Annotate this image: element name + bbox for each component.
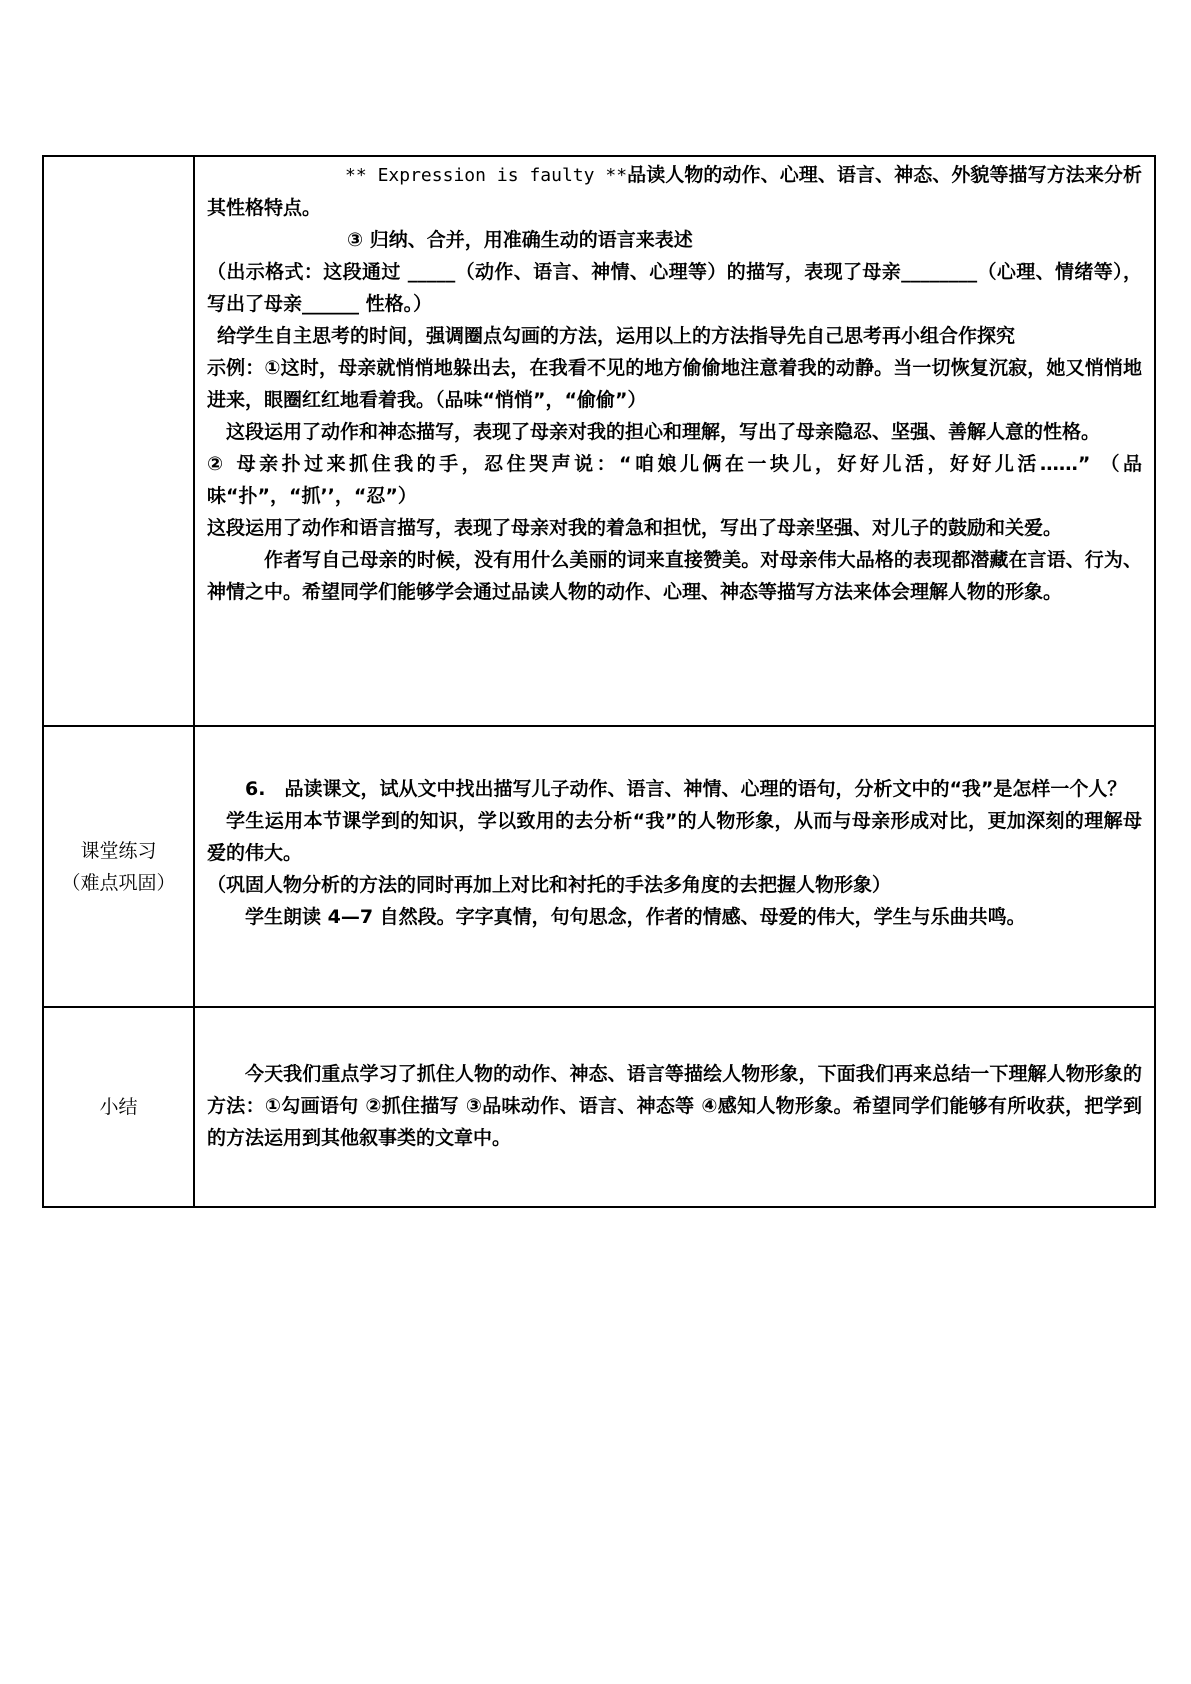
label-practice-title: 课堂练习 bbox=[80, 839, 157, 862]
paragraph-exercise: 6. 品读课文，试从文中找出描写儿子动作、语言、神情、心理的语句，分析文中的“我”是怎样一个人？ bbox=[245, 778, 1127, 800]
paragraph-format: （出示格式：这段通过 _____（动作、语言、神情、心理等）的描写，表现了母亲________（心理、情绪等），写出了母亲______ 性格。） bbox=[207, 261, 1142, 315]
paragraph-analysis-1: 这段运用了动作和神态描写，表现了母亲对我的担心和理解，写出了母亲隐忍、坚强、善解人意的性格。 bbox=[226, 421, 1101, 443]
table-row bbox=[43, 156, 1155, 726]
row-label-summary: 小结 bbox=[43, 1007, 194, 1207]
paragraph-conclusion: 今天我们重点学习了抓住人物的动作、神态、语言等描绘人物形象，下面我们再来总结一下理解人物形象的方法：①勾画语句 ②抓住描写 ③品味动作、语言、神态等 ④感知人物形象。希望同学们能够有所收获，把学到的方法运用到其他叙事类的文章中。 bbox=[207, 1063, 1142, 1149]
analysis-cell bbox=[194, 156, 1155, 726]
paragraph-student-analysis: 学生运用本节课学到的知识，学以致用的去分析“我”的人物形象，从而与母亲形成对比，更加深刻的理解母爱的伟大。 bbox=[207, 810, 1142, 864]
table-row bbox=[43, 726, 1155, 1007]
practice-cell bbox=[194, 726, 1155, 1007]
paragraph-example-2: ② 母亲扑过来抓住我的手，忍住哭声说：“咱娘儿俩在一块儿，好好儿活，好好儿活……” （品味“扑”，“抓’’，“忍”） bbox=[207, 453, 1142, 507]
paragraph-reading: 学生朗读 4—7 自然段。字字真情，句句思念，作者的情感、母爱的伟大，学生与乐曲共鸣。 bbox=[245, 906, 1026, 928]
summary-cell bbox=[194, 1007, 1155, 1207]
paragraph-analysis-2: 这段运用了动作和语言描写，表现了母亲对我的着急和担忧，写出了母亲坚强、对儿子的鼓励和关爱。 bbox=[207, 517, 1063, 539]
label-practice-subtitle: （难点巩固） bbox=[61, 871, 176, 894]
paragraph-method: ** Expression is faulty **品读人物的动作、心理、语言、神态、外貌等描写方法来分析其性格特点。 bbox=[207, 164, 1142, 219]
paragraph-method-note: （巩固人物分析的方法的同时再加上对比和衬托的手法多角度的去把握人物形象） bbox=[207, 874, 892, 896]
paragraph-example-1: 示例：①这时，母亲就悄悄地躲出去，在我看不见的地方偷偷地注意着我的动静。当一切恢复沉寂，她又悄悄地进来，眼圈红红地看着我。（品味“悄悄”，“偷偷”） bbox=[207, 357, 1142, 411]
lesson-table bbox=[42, 155, 1156, 1208]
table-row bbox=[43, 1007, 1155, 1207]
row-label-empty bbox=[43, 156, 194, 726]
paragraph-step-3: ③ 归纳、合并，用准确生动的语言来表述 bbox=[347, 229, 693, 251]
paragraph-summary: 作者写自己母亲的时候，没有用什么美丽的词来直接赞美。对母亲伟大品格的表现都潜藏在言语、行为、神情之中。希望同学们能够学会通过品读人物的动作、心理、神态等描写方法来体会理解人物的形象。 bbox=[207, 549, 1142, 603]
paragraph-guidance: 给学生自主思考的时间，强调圈点勾画的方法，运用以上的方法指导先自己思考再小组合作探究 bbox=[217, 325, 1016, 347]
row-label-practice bbox=[43, 726, 194, 1007]
expression-error-text: ** Expression is faulty ** bbox=[345, 165, 628, 186]
